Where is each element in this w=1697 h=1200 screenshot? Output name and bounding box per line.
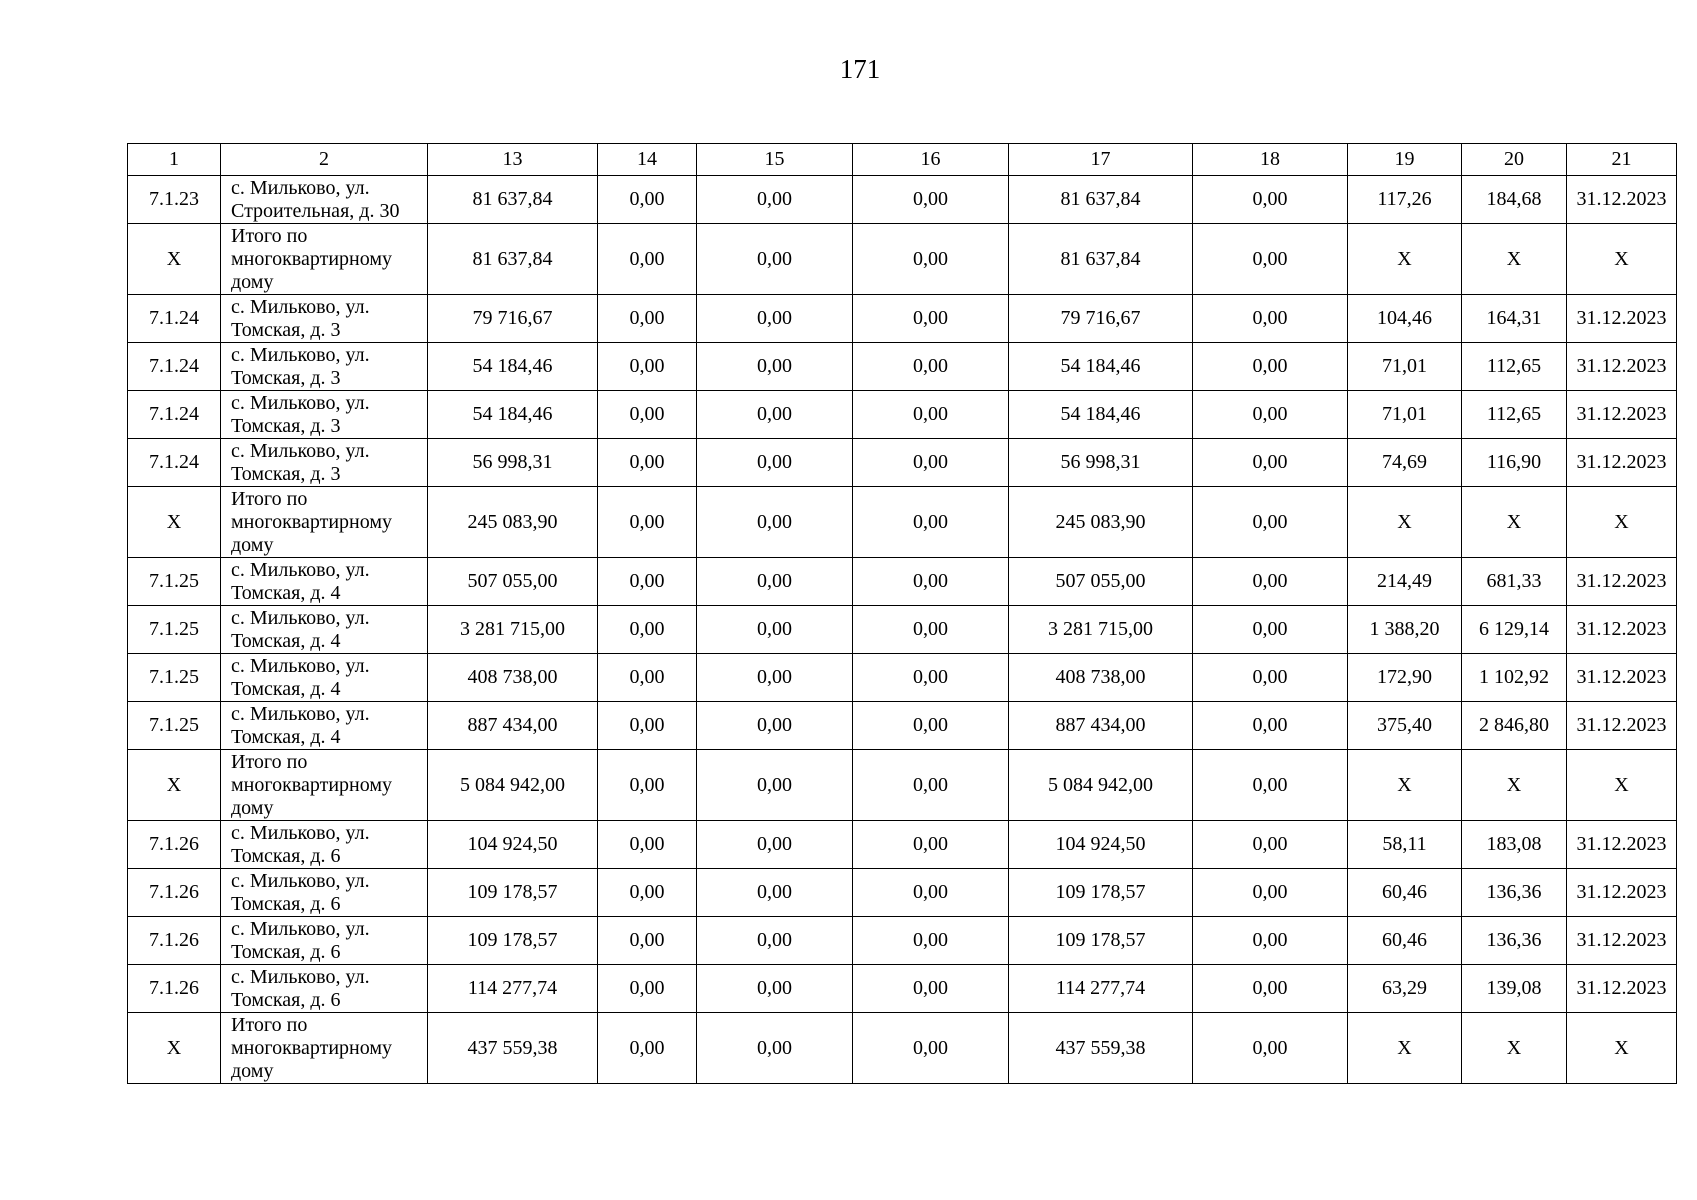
col-18-cell: 0,00 [1193, 654, 1348, 702]
col-17-cell: 245 083,90 [1009, 487, 1193, 558]
col-20-cell: 184,68 [1462, 176, 1567, 224]
table-row [128, 343, 1677, 391]
col-13-cell: 3 281 715,00 [428, 606, 598, 654]
col-13-cell: 104 924,50 [428, 821, 598, 869]
col-18-cell: 0,00 [1193, 391, 1348, 439]
col-18-cell: 0,00 [1193, 343, 1348, 391]
address-cell: с. Мильково, ул. Томская, д. 6 [221, 965, 428, 1013]
item-number-cell: 7.1.24 [128, 391, 221, 439]
col-17-cell: 437 559,38 [1009, 1013, 1193, 1084]
table-row [128, 487, 1677, 558]
item-number-cell: 7.1.25 [128, 654, 221, 702]
col-14-cell: 0,00 [598, 439, 697, 487]
col-16-cell: 0,00 [853, 391, 1009, 439]
address-cell: с. Мильково, ул. Томская, д. 6 [221, 917, 428, 965]
col-17-cell: 109 178,57 [1009, 869, 1193, 917]
col-20-cell: X [1462, 750, 1567, 821]
col-14-cell: 0,00 [598, 917, 697, 965]
address-cell: Итого по многоквартирному дому [221, 224, 428, 295]
col-14-cell: 0,00 [598, 606, 697, 654]
col-20-cell: X [1462, 487, 1567, 558]
col-14-cell: 0,00 [598, 224, 697, 295]
col-19-cell: 60,46 [1348, 869, 1462, 917]
col-15-cell: 0,00 [697, 295, 853, 343]
col-20-cell: 112,65 [1462, 391, 1567, 439]
col-15-cell: 0,00 [697, 558, 853, 606]
col-13-cell: 245 083,90 [428, 487, 598, 558]
col-19-cell: 58,11 [1348, 821, 1462, 869]
col-19-cell: 172,90 [1348, 654, 1462, 702]
col-15-cell: 0,00 [697, 821, 853, 869]
col-15-cell: 0,00 [697, 439, 853, 487]
col-15-cell: 0,00 [697, 487, 853, 558]
table-row [128, 750, 1677, 821]
col-16-cell: 0,00 [853, 224, 1009, 295]
col-17-cell: 81 637,84 [1009, 176, 1193, 224]
header-cell: 14 [598, 144, 697, 176]
col-16-cell: 0,00 [853, 343, 1009, 391]
col-19-cell: 71,01 [1348, 343, 1462, 391]
item-number-cell: 7.1.25 [128, 702, 221, 750]
date-cell: 31.12.2023 [1567, 965, 1677, 1013]
address-cell: Итого по многоквартирному дому [221, 1013, 428, 1084]
header-cell: 20 [1462, 144, 1567, 176]
col-18-cell: 0,00 [1193, 821, 1348, 869]
col-19-cell: X [1348, 487, 1462, 558]
table-row [128, 965, 1677, 1013]
col-18-cell: 0,00 [1193, 965, 1348, 1013]
col-19-cell: 74,69 [1348, 439, 1462, 487]
col-16-cell: 0,00 [853, 176, 1009, 224]
col-13-cell: 109 178,57 [428, 917, 598, 965]
col-16-cell: 0,00 [853, 965, 1009, 1013]
table-row [128, 606, 1677, 654]
col-20-cell: X [1462, 224, 1567, 295]
col-18-cell: 0,00 [1193, 869, 1348, 917]
table-row [128, 558, 1677, 606]
date-cell: X [1567, 1013, 1677, 1084]
address-cell: с. Мильково, ул. Томская, д. 6 [221, 821, 428, 869]
col-15-cell: 0,00 [697, 606, 853, 654]
col-13-cell: 79 716,67 [428, 295, 598, 343]
header-cell: 1 [128, 144, 221, 176]
item-number-cell: 7.1.24 [128, 295, 221, 343]
col-16-cell: 0,00 [853, 821, 1009, 869]
col-14-cell: 0,00 [598, 654, 697, 702]
col-14-cell: 0,00 [598, 558, 697, 606]
col-19-cell: 117,26 [1348, 176, 1462, 224]
col-13-cell: 507 055,00 [428, 558, 598, 606]
col-17-cell: 5 084 942,00 [1009, 750, 1193, 821]
address-cell: с. Мильково, ул. Томская, д. 6 [221, 869, 428, 917]
date-cell: X [1567, 750, 1677, 821]
col-15-cell: 0,00 [697, 1013, 853, 1084]
col-20-cell: 136,36 [1462, 869, 1567, 917]
col-17-cell: 54 184,46 [1009, 343, 1193, 391]
date-cell: 31.12.2023 [1567, 439, 1677, 487]
col-17-cell: 56 998,31 [1009, 439, 1193, 487]
address-cell: с. Мильково, ул. Томская, д. 3 [221, 391, 428, 439]
col-16-cell: 0,00 [853, 702, 1009, 750]
col-15-cell: 0,00 [697, 917, 853, 965]
col-18-cell: 0,00 [1193, 750, 1348, 821]
col-20-cell: 2 846,80 [1462, 702, 1567, 750]
col-20-cell: 139,08 [1462, 965, 1567, 1013]
col-17-cell: 81 637,84 [1009, 224, 1193, 295]
table-row [128, 654, 1677, 702]
table-row [128, 224, 1677, 295]
col-19-cell: 71,01 [1348, 391, 1462, 439]
col-13-cell: 408 738,00 [428, 654, 598, 702]
col-14-cell: 0,00 [598, 391, 697, 439]
col-15-cell: 0,00 [697, 654, 853, 702]
table-body [128, 144, 1677, 1084]
item-number-cell: 7.1.24 [128, 343, 221, 391]
col-18-cell: 0,00 [1193, 702, 1348, 750]
item-number-cell: 7.1.26 [128, 821, 221, 869]
date-cell: 31.12.2023 [1567, 917, 1677, 965]
data-table [127, 143, 1677, 1084]
date-cell: 31.12.2023 [1567, 176, 1677, 224]
item-number-cell: 7.1.25 [128, 558, 221, 606]
col-18-cell: 0,00 [1193, 224, 1348, 295]
col-16-cell: 0,00 [853, 917, 1009, 965]
item-number-cell: 7.1.25 [128, 606, 221, 654]
col-17-cell: 408 738,00 [1009, 654, 1193, 702]
col-16-cell: 0,00 [853, 295, 1009, 343]
col-19-cell: 63,29 [1348, 965, 1462, 1013]
item-number-cell: X [128, 750, 221, 821]
col-18-cell: 0,00 [1193, 487, 1348, 558]
item-number-cell: X [128, 224, 221, 295]
col-17-cell: 887 434,00 [1009, 702, 1193, 750]
address-cell: с. Мильково, ул. Томская, д. 4 [221, 606, 428, 654]
col-17-cell: 3 281 715,00 [1009, 606, 1193, 654]
col-14-cell: 0,00 [598, 869, 697, 917]
header-cell: 18 [1193, 144, 1348, 176]
col-13-cell: 109 178,57 [428, 869, 598, 917]
col-14-cell: 0,00 [598, 487, 697, 558]
table-row [128, 439, 1677, 487]
col-16-cell: 0,00 [853, 869, 1009, 917]
col-15-cell: 0,00 [697, 702, 853, 750]
col-14-cell: 0,00 [598, 1013, 697, 1084]
address-cell: Итого по многоквартирному дому [221, 487, 428, 558]
address-cell: с. Мильково, ул. Томская, д. 3 [221, 439, 428, 487]
header-cell: 13 [428, 144, 598, 176]
col-13-cell: 81 637,84 [428, 224, 598, 295]
col-16-cell: 0,00 [853, 558, 1009, 606]
col-20-cell: 112,65 [1462, 343, 1567, 391]
date-cell: X [1567, 487, 1677, 558]
item-number-cell: 7.1.23 [128, 176, 221, 224]
col-17-cell: 104 924,50 [1009, 821, 1193, 869]
col-17-cell: 79 716,67 [1009, 295, 1193, 343]
col-13-cell: 56 998,31 [428, 439, 598, 487]
item-number-cell: 7.1.26 [128, 965, 221, 1013]
header-cell: 21 [1567, 144, 1677, 176]
date-cell: X [1567, 224, 1677, 295]
col-20-cell: 6 129,14 [1462, 606, 1567, 654]
item-number-cell: X [128, 487, 221, 558]
col-14-cell: 0,00 [598, 750, 697, 821]
address-cell: с. Мильково, ул. Томская, д. 4 [221, 654, 428, 702]
table-row [128, 176, 1677, 224]
item-number-cell: 7.1.26 [128, 869, 221, 917]
page-number: 171 [839, 54, 881, 84]
col-20-cell: 136,36 [1462, 917, 1567, 965]
address-cell: Итого по многоквартирному дому [221, 750, 428, 821]
col-17-cell: 114 277,74 [1009, 965, 1193, 1013]
col-17-cell: 54 184,46 [1009, 391, 1193, 439]
col-15-cell: 0,00 [697, 965, 853, 1013]
header-cell: 2 [221, 144, 428, 176]
table-row [128, 1013, 1677, 1084]
table-row [128, 391, 1677, 439]
address-cell: с. Мильково, ул. Томская, д. 4 [221, 558, 428, 606]
col-16-cell: 0,00 [853, 1013, 1009, 1084]
col-18-cell: 0,00 [1193, 439, 1348, 487]
col-19-cell: X [1348, 1013, 1462, 1084]
col-13-cell: 54 184,46 [428, 391, 598, 439]
col-18-cell: 0,00 [1193, 1013, 1348, 1084]
col-17-cell: 507 055,00 [1009, 558, 1193, 606]
col-13-cell: 887 434,00 [428, 702, 598, 750]
table-row [128, 869, 1677, 917]
date-cell: 31.12.2023 [1567, 821, 1677, 869]
col-19-cell: X [1348, 224, 1462, 295]
col-18-cell: 0,00 [1193, 558, 1348, 606]
col-20-cell: 183,08 [1462, 821, 1567, 869]
address-cell: с. Мильково, ул. Томская, д. 3 [221, 343, 428, 391]
address-cell: с. Мильково, ул. Томская, д. 4 [221, 702, 428, 750]
header-cell: 15 [697, 144, 853, 176]
address-cell: с. Мильково, ул. Строительная, д. 30 [221, 176, 428, 224]
col-15-cell: 0,00 [697, 869, 853, 917]
date-cell: 31.12.2023 [1567, 343, 1677, 391]
date-cell: 31.12.2023 [1567, 869, 1677, 917]
col-20-cell: 1 102,92 [1462, 654, 1567, 702]
col-14-cell: 0,00 [598, 343, 697, 391]
col-14-cell: 0,00 [598, 965, 697, 1013]
table-row [128, 917, 1677, 965]
col-13-cell: 54 184,46 [428, 343, 598, 391]
col-20-cell: 116,90 [1462, 439, 1567, 487]
col-15-cell: 0,00 [697, 391, 853, 439]
col-20-cell: 681,33 [1462, 558, 1567, 606]
col-18-cell: 0,00 [1193, 176, 1348, 224]
col-13-cell: 437 559,38 [428, 1013, 598, 1084]
address-cell: с. Мильково, ул. Томская, д. 3 [221, 295, 428, 343]
col-15-cell: 0,00 [697, 343, 853, 391]
table-row [128, 295, 1677, 343]
col-13-cell: 81 637,84 [428, 176, 598, 224]
col-14-cell: 0,00 [598, 702, 697, 750]
col-16-cell: 0,00 [853, 439, 1009, 487]
col-13-cell: 5 084 942,00 [428, 750, 598, 821]
col-14-cell: 0,00 [598, 821, 697, 869]
item-number-cell: 7.1.26 [128, 917, 221, 965]
col-19-cell: 1 388,20 [1348, 606, 1462, 654]
col-19-cell: 60,46 [1348, 917, 1462, 965]
table-header-row [128, 144, 1677, 176]
date-cell: 31.12.2023 [1567, 702, 1677, 750]
col-18-cell: 0,00 [1193, 917, 1348, 965]
col-15-cell: 0,00 [697, 224, 853, 295]
header-cell: 19 [1348, 144, 1462, 176]
col-19-cell: X [1348, 750, 1462, 821]
col-18-cell: 0,00 [1193, 606, 1348, 654]
col-15-cell: 0,00 [697, 750, 853, 821]
col-17-cell: 109 178,57 [1009, 917, 1193, 965]
col-19-cell: 214,49 [1348, 558, 1462, 606]
col-16-cell: 0,00 [853, 487, 1009, 558]
col-20-cell: 164,31 [1462, 295, 1567, 343]
date-cell: 31.12.2023 [1567, 558, 1677, 606]
col-16-cell: 0,00 [853, 606, 1009, 654]
col-18-cell: 0,00 [1193, 295, 1348, 343]
col-14-cell: 0,00 [598, 295, 697, 343]
date-cell: 31.12.2023 [1567, 606, 1677, 654]
table-row [128, 702, 1677, 750]
header-cell: 16 [853, 144, 1009, 176]
col-14-cell: 0,00 [598, 176, 697, 224]
col-15-cell: 0,00 [697, 176, 853, 224]
col-19-cell: 104,46 [1348, 295, 1462, 343]
table-row [128, 821, 1677, 869]
header-cell: 17 [1009, 144, 1193, 176]
col-13-cell: 114 277,74 [428, 965, 598, 1013]
item-number-cell: X [128, 1013, 221, 1084]
col-20-cell: X [1462, 1013, 1567, 1084]
col-16-cell: 0,00 [853, 654, 1009, 702]
date-cell: 31.12.2023 [1567, 295, 1677, 343]
date-cell: 31.12.2023 [1567, 654, 1677, 702]
col-19-cell: 375,40 [1348, 702, 1462, 750]
date-cell: 31.12.2023 [1567, 391, 1677, 439]
col-16-cell: 0,00 [853, 750, 1009, 821]
item-number-cell: 7.1.24 [128, 439, 221, 487]
